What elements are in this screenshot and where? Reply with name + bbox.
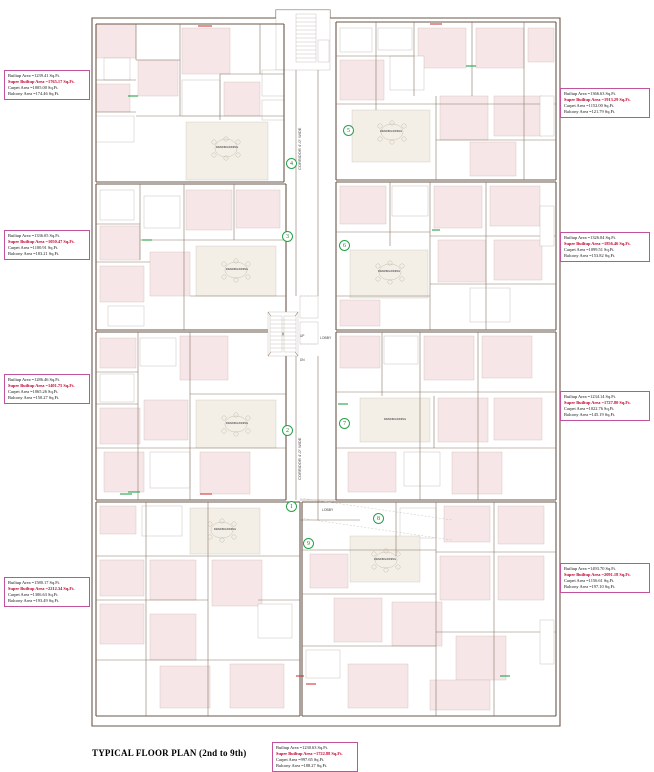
builtup-area: Builtup Area =1493.70 Sq.Ft. [564,566,616,571]
unit-marker-8[interactable]: 8 [373,513,384,524]
super-builtup-area: Super Builtup Area =1050.47 Sq.Ft. [8,239,75,245]
lobby-label-left: LOBBY [320,336,332,340]
area-callout-unit-8 [560,563,650,593]
unit-marker-6[interactable]: 6 [339,240,350,251]
room-label: DRAWING/DINING [379,130,403,133]
corridor-label-lower: CORRIDOR 4'-0" WIDE [297,437,302,480]
builtup-area: Builtup Area =1286.46 Sq.Ft. [8,377,60,382]
builtup-area: Builtup Area =1234.14 Sq.Ft. [564,394,616,399]
super-builtup-area: Super Builtup Area =2091.18 Sq.Ft. [564,572,631,578]
corridor-label-upper: CORRIDOR 4'-0" WIDE [297,127,302,170]
balcony-area: Balcony Area =145.19 Sq.Ft. [564,412,616,418]
builtup-area: Builtup Area =1366.63 Sq.Ft. [564,91,616,96]
carpet-area: Carpet Area =1156.61 Sq.Ft. [564,578,615,584]
balcony-area: Balcony Area =121.79 Sq.Ft. [564,109,616,115]
unit-marker-7[interactable]: 7 [339,418,350,429]
area-callout-unit-4 [4,70,90,100]
area-callout-unit-7 [560,391,650,421]
carpet-area: Carpet Area =997.65 Sq.Ft. [276,757,325,763]
builtup-area: Builtup Area =1580.17 Sq.Ft. [8,580,60,585]
stair-down-label: DN [300,358,305,362]
area-callout-unit-3 [4,230,90,260]
area-callout-unit-5 [560,88,650,118]
super-builtup-area: Super Builtup Area =1727.80 Sq.Ft. [564,400,631,406]
area-callout-unit-6 [560,232,650,262]
super-builtup-area: Super Builtup Area =1856.46 Sq.Ft. [564,241,631,247]
unit-marker-5[interactable]: 5 [343,125,354,136]
builtup-area: Builtup Area =1336.05 Sq.Ft. [8,233,60,238]
carpet-area: Carpet Area =1099.51 Sq.Ft. [564,247,615,253]
page-title: TYPICAL FLOOR PLAN (2nd to 9th) [92,748,247,758]
balcony-area: Balcony Area =153.82 Sq.Ft. [564,253,616,259]
balcony-area: Balcony Area =174.46 Sq.Ft. [8,91,60,97]
area-callout-unit-2 [4,374,90,404]
room-label: DRAWING/DINING [373,558,397,561]
super-builtup-area: Super Builtup Area =1722.88 Sq.Ft. [276,751,343,757]
carpet-area: Carpet Area =1306.63 Sq.Ft. [8,592,59,598]
balcony-area: Balcony Area =150.27 Sq.Ft. [8,395,60,401]
stair-up-label: UP [300,334,305,338]
area-callout-unit-1 [4,577,90,607]
builtup-area: Builtup Area =1326.04 Sq.Ft. [564,235,616,240]
room-label: DRAWING/DINING [225,422,249,425]
balcony-area: Balcony Area =188.27 Sq.Ft. [276,763,328,769]
super-builtup-area: Super Builtup Area =2212.34 Sq.Ft. [8,586,75,592]
unit-marker-2[interactable]: 2 [282,425,293,436]
carpet-area: Carpet Area =1065.26 Sq.Ft. [8,389,59,395]
lobby-label-right: LOBBY [322,508,334,512]
room-label: DRAWING/DINING [215,146,239,149]
carpet-area: Carpet Area =1005.00 Sq.Ft. [8,85,59,91]
unit-marker-1[interactable]: 1 [286,501,297,512]
balcony-area: Balcony Area =193.49 Sq.Ft. [8,598,60,604]
unit-marker-3[interactable]: 3 [282,231,293,242]
builtup-area: Builtup Area =1230.63 Sq.Ft. [276,745,328,750]
balcony-area: Balcony Area =197.10 Sq.Ft. [564,584,616,590]
unit-marker-4[interactable]: 4 [286,158,297,169]
balcony-area: Balcony Area =183.21 Sq.Ft. [8,251,60,257]
carpet-area: Carpet Area =1022.76 Sq.Ft. [564,406,615,412]
room-label: DRAWING/DINING [225,268,249,271]
unit-marker-9[interactable]: 9 [303,538,314,549]
room-label: DRAWING/DINING [213,528,237,531]
carpet-area: Carpet Area =1100.91 Sq.Ft. [8,245,59,251]
room-label: DRAWING/DINING [377,270,401,273]
carpet-area: Carpet Area =1152.00 Sq.Ft. [564,103,615,109]
super-builtup-area: Super Builtup Area =1765.17 Sq.Ft. [8,79,75,85]
super-builtup-area: Super Builtup Area =1913.29 Sq.Ft. [564,97,631,103]
super-builtup-area: Super Builtup Area =1401.75 Sq.Ft. [8,383,75,389]
room-label: DRAWING/DINING [383,418,407,421]
builtup-area: Builtup Area =1239.41 Sq.Ft. [8,73,60,78]
